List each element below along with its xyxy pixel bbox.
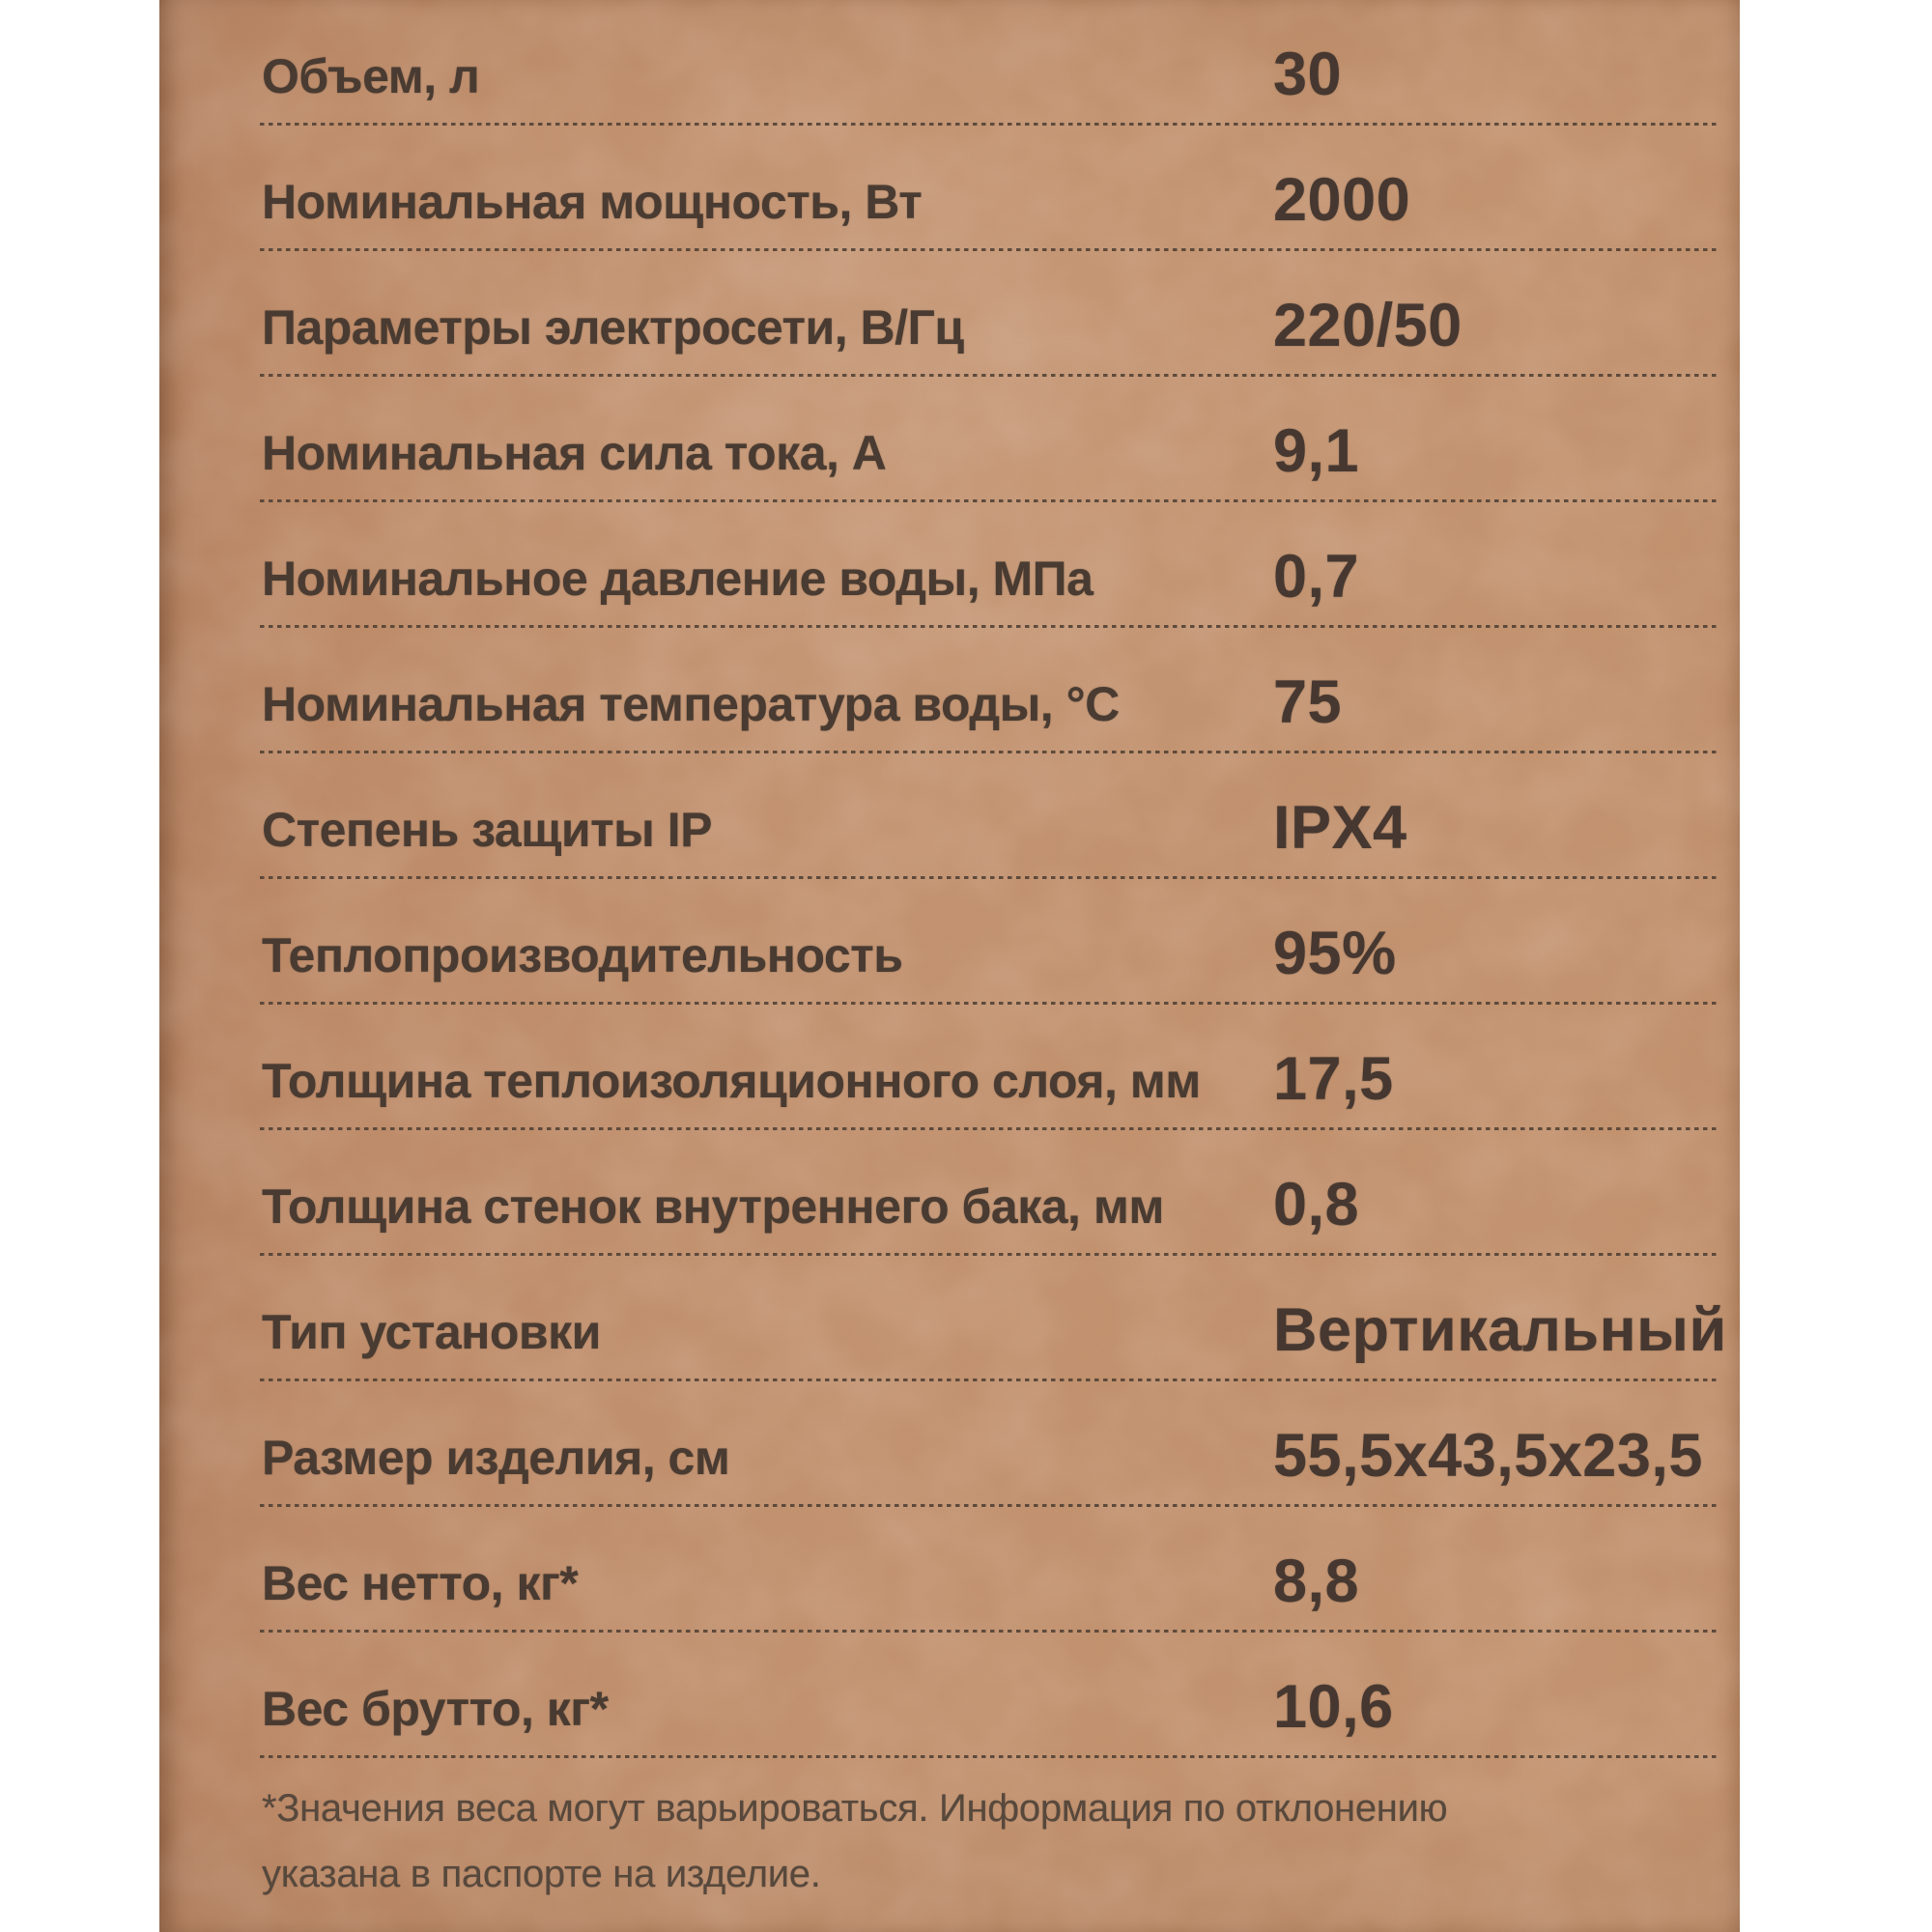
spec-label: Объем, л [262,49,480,103]
spec-value: 2000 [1273,166,1411,234]
spec-value: 220/50 [1273,292,1463,359]
footnote-line-2: указана в паспорте на изделие. [262,1853,821,1895]
spec-value: 0,8 [1273,1171,1360,1238]
spec-row [159,1633,1740,1758]
spec-label: Параметры электросети, В/Гц [262,300,964,355]
spec-value: 30 [1273,41,1343,108]
spec-label: Номинальное давление воды, МПа [262,552,1094,606]
spec-value: 17,5 [1273,1045,1394,1113]
spec-row [159,126,1740,251]
row-separator [260,1755,1720,1759]
spec-label: Вес нетто, кг* [262,1556,579,1610]
spec-row [159,377,1740,502]
spec-row [159,753,1740,879]
spec-label: Номинальная мощность, Вт [262,175,923,229]
spec-row [159,1005,1740,1130]
spec-value: 10,6 [1273,1673,1394,1741]
spec-value: Вертикальный [1273,1296,1727,1364]
spec-label: Номинальная сила тока, А [262,426,887,480]
spec-value: 0,7 [1273,543,1360,611]
spec-label: Толщина теплоизоляционного слоя, мм [262,1054,1201,1108]
cardboard-panel [159,0,1740,1932]
spec-label: Тип установки [262,1305,601,1359]
spec-row [159,0,1740,126]
footnote [262,1776,1691,1907]
spec-row [159,251,1740,377]
spec-label: Номинальная температура воды, °С [262,677,1120,731]
spec-value: IPX4 [1273,794,1407,862]
spec-label: Степень защиты IP [262,803,712,857]
spec-label: Толщина стенок внутреннего бака, мм [262,1179,1164,1234]
spec-value: 8,8 [1273,1548,1360,1615]
spec-label: Теплопроизводительность [262,928,903,982]
spec-row [159,502,1740,628]
spec-row [159,879,1740,1005]
spec-value: 55,5х43,5х23,5 [1273,1422,1703,1490]
spec-table [159,0,1740,1758]
spec-value: 95% [1273,920,1397,987]
spec-row [159,1130,1740,1256]
spec-row [159,1507,1740,1633]
spec-row [159,628,1740,753]
spec-value: 9,1 [1273,417,1360,485]
spec-label: Размер изделия, см [262,1431,730,1485]
spec-row [159,1256,1740,1381]
spec-value: 75 [1273,668,1343,736]
spec-row [159,1381,1740,1507]
spec-label: Вес брутто, кг* [262,1682,609,1736]
footnote-line-1: *Значения веса могут варьироваться. Информация по отклонению [262,1787,1448,1830]
